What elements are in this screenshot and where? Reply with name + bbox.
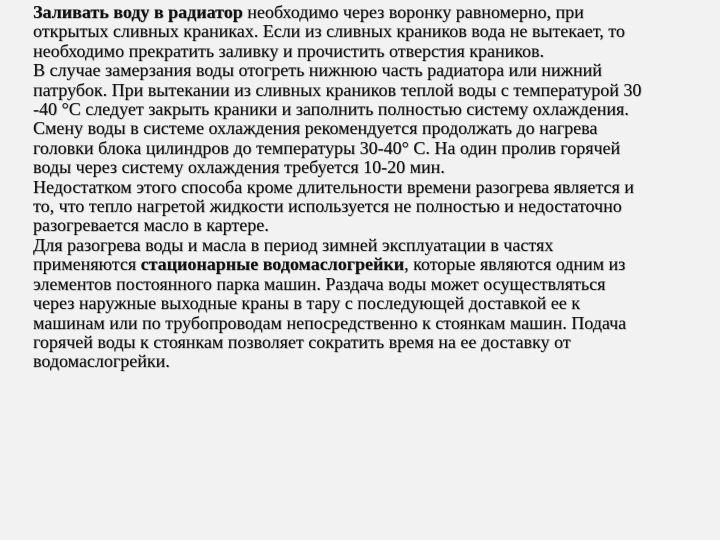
text-line: через наружные выходные краны в тару с последующей доставкой ее к	[33, 293, 580, 314]
text-line: головки блока цилиндров до температуры 30-40° С. На один пролив горячей	[33, 137, 621, 158]
text-body	[33, 3, 717, 372]
paragraph-radiator-filling	[33, 3, 717, 61]
text-line: воды через систему охлаждения требуется 10-20 мин.	[33, 157, 445, 178]
text-line: водомаслогрейки.	[33, 351, 170, 372]
text-line: горячей воды к стоянкам позволяет сократить время на ее доставку от	[33, 331, 571, 352]
paragraph-drawback	[33, 178, 717, 236]
text-line: -40 °С следует закрыть краники и заполнить полностью систему охлаждения.	[33, 99, 629, 120]
bold-phrase: Заливать воду в радиатор	[33, 2, 243, 22]
text-line: то, что тепло нагретой жидкости используется не полностью и недостаточно	[33, 196, 622, 217]
text-line: открытых сливных краниках. Если из сливных краников вода не вытекает, то	[33, 21, 625, 42]
text-line: разогревается масло в картере.	[33, 215, 269, 236]
bold-phrase: стационарные водомаслогрейки	[140, 254, 405, 275]
text-line: элементов постоянного парка машин. Раздача воды может осуществляться	[33, 273, 606, 294]
text-line: машинам или по трубопроводам непосредственно к стоянкам машин. Подача	[33, 312, 627, 333]
text-line: Смену воды в системе охлаждения рекомендуется продолжать до нагрева	[33, 118, 598, 139]
text-line: Для разогрева воды и масла в период зимней эксплуатации в частях	[33, 234, 554, 255]
text-run: применяются	[33, 254, 141, 275]
text-line: патрубок. При вытекании из сливных краников теплой воды с температурой 30	[33, 79, 642, 100]
text-line	[33, 3, 717, 22]
paragraph-freezing	[33, 61, 717, 177]
text-run: необходимо через воронку равномерно, при	[242, 2, 584, 22]
text-run: , которые являются одним из	[404, 254, 626, 275]
text-line: Недостатком этого способа кроме длительности времени разогрева является и	[33, 176, 634, 197]
paragraph-water-heaters	[33, 236, 717, 372]
text-line	[33, 255, 717, 274]
text-line: В случае замерзания воды отогреть нижнюю часть радиатора или нижний	[33, 60, 602, 81]
text-line: необходимо прекратить заливку и прочистить отверстия краников.	[33, 40, 545, 61]
